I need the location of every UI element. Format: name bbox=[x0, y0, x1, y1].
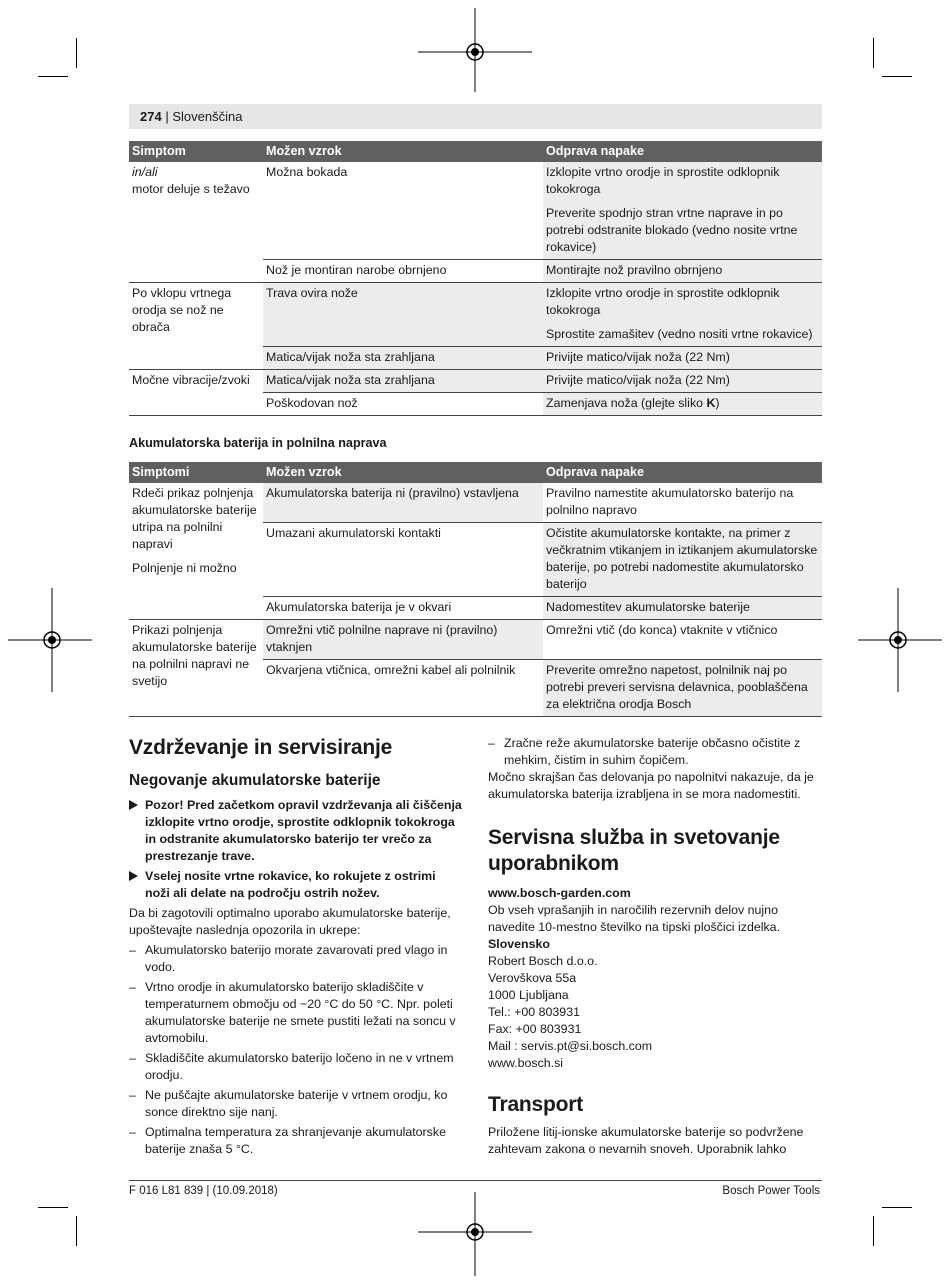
country-label: Slovensko bbox=[488, 937, 550, 951]
header-language: Slovenščina bbox=[172, 109, 243, 124]
cause-cell: Omrežni vtič polnilne naprave ni (pravilno) vtaknjen bbox=[263, 620, 543, 660]
section-subheading: Akumulatorska baterija in polnilna naprava bbox=[129, 436, 387, 450]
list-item: – Vrtno orodje in akumulatorsko baterijo skladiščite v temperaturnem območju od −20 °C do 50 °C. Npr. poleti akumulatorske baterije ne smete pustiti ležati na soncu v avtomobilu. bbox=[129, 980, 456, 1045]
right-column bbox=[488, 735, 822, 1158]
table-row bbox=[129, 370, 822, 393]
transport-heading: Transport bbox=[488, 1093, 584, 1116]
symptom-cell: Prikazi polnjenja akumulatorske baterije na polnilni napravi ne svetijo bbox=[129, 620, 263, 717]
col-header-cause: Možen vzrok bbox=[263, 462, 543, 483]
page-number: 274 bbox=[140, 109, 162, 124]
table-row bbox=[129, 620, 822, 660]
col-header-fix: Odprava napake bbox=[543, 462, 822, 483]
fix-cell: Pravilno namestite akumulatorsko baterijo na polnilno napravo bbox=[546, 486, 794, 517]
symptom-cell: Po vklopu vrtnega orodja se nož ne obrača bbox=[129, 283, 263, 370]
fix-cell: Preverite omrežno napetost, polnilnik naj po potrebi preveri servisna delavnica, pooblaščena za električna orodja Bosch bbox=[543, 660, 822, 717]
registration-target-icon bbox=[418, 1192, 532, 1276]
email-link[interactable]: Mail : servis.pt@si.bosch.com bbox=[488, 1039, 653, 1053]
footer-divider bbox=[129, 1180, 822, 1181]
cause-cell: Akumulatorska baterija je v okvari bbox=[263, 597, 543, 620]
cause-cell: Matica/vijak noža sta zrahljana bbox=[263, 347, 543, 370]
battery-care-heading: Negovanje akumulatorske baterije bbox=[129, 772, 381, 789]
symptom-cell: Močne vibracije/zvoki bbox=[129, 370, 263, 416]
cause-cell: Nož je montiran narobe obrnjeno bbox=[263, 260, 543, 283]
triangle-bullet-icon bbox=[129, 871, 138, 881]
header-separator: | bbox=[165, 109, 169, 124]
cause-cell: Trava ovira nože bbox=[263, 283, 543, 347]
fix-cell: Omrežni vtič (do konca) vtaknite v vtičnico bbox=[543, 620, 822, 660]
fix-cell: Izklopite vrtno orodje in sprostite odklopnik tokokroga Sprostite zamašitev (vedno nositi vrtne rokavice) bbox=[543, 283, 822, 347]
fix-cell: Zamenjava noža (glejte sliko K) bbox=[543, 393, 822, 416]
maintenance-heading: Vzdrževanje in servisiranje bbox=[129, 736, 393, 759]
fix-cell: Montirajte nož pravilno obrnjeno bbox=[543, 260, 822, 283]
registration-target-icon bbox=[418, 8, 532, 92]
address-block: Robert Bosch d.o.o. Verovškova 55a 1000 Ljubljana Tel.: +00 803931 Fax: +00 803931 Mail : servis.pt@si.bosch.com www.bosch.si bbox=[488, 953, 822, 1072]
table-row bbox=[129, 483, 822, 523]
col-header-cause: Možen vzrok bbox=[263, 141, 543, 162]
fix-cell: Privijte matico/vijak noža (22 Nm) bbox=[543, 347, 822, 370]
cause-cell: Matica/vijak noža sta zrahljana bbox=[263, 370, 543, 393]
col-header-symptom: Simptom bbox=[129, 141, 263, 162]
cause-cell: Akumulatorska baterija ni (pravilno) vstavljena bbox=[263, 483, 543, 523]
left-column bbox=[129, 735, 462, 1158]
paragraph: Močno skrajšan čas delovanja po napolnitvi nakazuje, da je akumulatorska baterija izrabljena in se mora nadomestiti. bbox=[488, 770, 814, 801]
cause-cell: Umazani akumulatorski kontakti bbox=[263, 523, 543, 597]
list-item: – Ne puščajte akumulatorske baterije v vrtnem orodju, ko sonce direktno sije nanj. bbox=[129, 1088, 448, 1119]
list-item: – Zračne reže akumulatorske baterije občasno očistite z mehkim, čistim in suhim čopičem. bbox=[488, 736, 801, 767]
website-link[interactable]: www.bosch-garden.com bbox=[488, 886, 631, 900]
page-header bbox=[129, 104, 822, 129]
transport-paragraph: Priložene litij-ionske akumulatorske baterije so podvržene zahtevam zakona o nevarnih snoveh. Uporabnik lahko bbox=[488, 1125, 804, 1156]
footer-brand: Bosch Power Tools bbox=[722, 1185, 820, 1197]
table-row bbox=[129, 283, 822, 347]
warning-item: Pozor! Pred začetkom opravil vzdrževanja ali čiščenja izklopite vrtno orodje, sprostite odklopnik tokokroga in odstranite akumulatorsko baterijo ter vrečo za prestrezanje trave. bbox=[129, 797, 462, 865]
registration-target-icon bbox=[858, 588, 942, 692]
fix-cell: Izklopite vrtno orodje in sprostite odklopnik tokokroga Preverite spodnjo stran vrtne naprave in po potrebi odstranite blokado (vedno nosite vrtne rokavice) bbox=[543, 162, 822, 260]
col-header-fix: Odprava napake bbox=[543, 141, 822, 162]
list-item: – Akumulatorsko baterijo morate zavarovati pred vlago in vodo. bbox=[129, 943, 448, 974]
triangle-bullet-icon bbox=[129, 800, 138, 810]
intro-paragraph: Da bi zagotovili optimalno uporabo akumulatorske baterije, upoštevajte naslednja opozorila in ukrepe: bbox=[129, 906, 451, 937]
table-header-row bbox=[129, 462, 822, 483]
warning-item: Vselej nosite vrtne rokavice, ko rokujete z ostrimi noži ali delate na področju ostrih nožev. bbox=[129, 868, 462, 902]
website-link[interactable]: www.bosch.si bbox=[488, 1056, 564, 1070]
list-item: – Skladiščite akumulatorsko baterijo ločeno in ne v vrtnem orodju. bbox=[129, 1051, 454, 1082]
list-item: – Optimalna temperatura za shranjevanje akumulatorske baterije znaša 5 °C. bbox=[129, 1125, 446, 1156]
symptom-cell: in/ali motor deluje s težavo bbox=[132, 165, 250, 196]
symptom-cell: Rdeči prikaz polnjenja akumulatorske baterije utripa na polnilni napravi Polnjenje ni možno bbox=[132, 486, 257, 575]
battery-troubleshooting-table bbox=[129, 462, 822, 717]
table-row bbox=[129, 162, 822, 260]
fix-cell: Očistite akumulatorske kontakte, na primer z večkratnim vtikanjem in iztikanjem akumulatorske baterije, po potrebi nadomestite akumulatorsko baterijo bbox=[543, 523, 822, 597]
footer-doc-id: F 016 L81 839 | (10.09.2018) bbox=[129, 1185, 278, 1197]
fix-cell: Nadomestitev akumulatorske baterije bbox=[543, 597, 822, 620]
fix-cell: Privijte matico/vijak noža (22 Nm) bbox=[543, 370, 822, 393]
cause-cell: Možna bokada bbox=[266, 165, 348, 179]
service-paragraph: Ob vseh vprašanjih in naročilih rezervnih delov nujno navedite 10-mestno številko na tipski ploščici izdelka. bbox=[488, 903, 781, 934]
table-header-row bbox=[129, 141, 822, 162]
troubleshooting-table bbox=[129, 141, 822, 416]
col-header-symptom: Simptomi bbox=[129, 462, 263, 483]
registration-target-icon bbox=[8, 588, 92, 692]
service-heading: Servisna služba in svetovanje uporabnikom bbox=[488, 826, 780, 875]
cause-cell: Okvarjena vtičnica, omrežni kabel ali polnilnik bbox=[263, 660, 543, 717]
cause-cell: Poškodovan nož bbox=[263, 393, 543, 416]
